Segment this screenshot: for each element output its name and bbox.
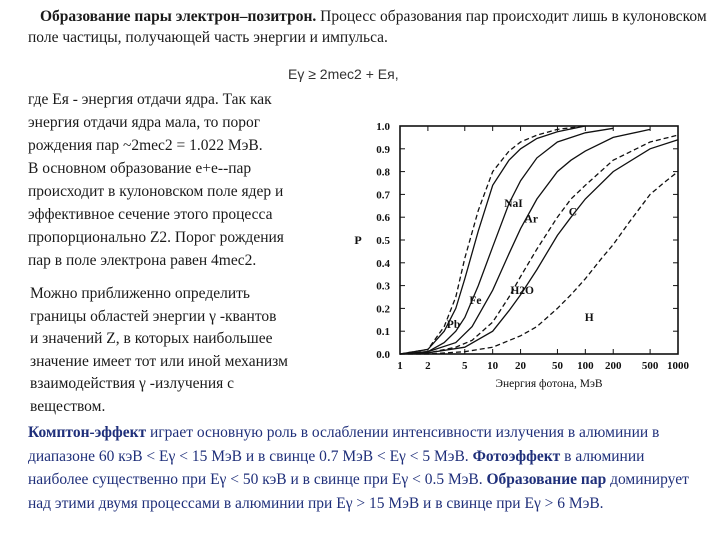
y-tick-label: 0.8	[376, 166, 390, 179]
y-tick-label: 0.5	[376, 235, 390, 247]
series-label-ar: Ar	[524, 213, 538, 226]
x-tick-label: 10	[487, 360, 499, 372]
recoil-line: происходит в кулоновском поле ядер и	[28, 183, 284, 200]
plot-frame	[400, 126, 678, 354]
y-axis-label: P	[354, 233, 362, 247]
y-tick-label: 1.0	[376, 121, 390, 133]
series-label-nai: NaI	[504, 197, 523, 210]
series-label-h: H	[584, 311, 594, 324]
recoil-line: энергия отдачи ядра мала, то порог	[28, 114, 261, 131]
recoil-line: пропорционально Z2. Порог рождения	[28, 229, 284, 246]
regions-line: значение имеет тот или иной механизм	[30, 352, 288, 370]
regions-line: веществом.	[30, 397, 106, 415]
series-line-c	[400, 140, 678, 354]
regions-line: взаимодействия γ -излучения с	[30, 375, 234, 393]
y-tick-label: 0.7	[376, 189, 390, 202]
compton-term: Комптон-эффект	[28, 424, 147, 441]
y-tick-label: 0.6	[376, 212, 390, 225]
series-line-h	[400, 172, 678, 354]
x-tick-label: 200	[604, 360, 622, 372]
x-tick-label: 20	[515, 360, 527, 372]
recoil-line: эффективное сечение этого процесса	[28, 206, 273, 223]
y-tick-label: 0.3	[376, 280, 390, 293]
x-tick-label: 50	[551, 360, 563, 372]
regions-line: и значений Z, в которых наибольшее	[30, 330, 273, 348]
recoil-line: пар в поле электрона равен 4mec2.	[28, 252, 257, 269]
x-axis-label: Энергия фотона, МэВ	[495, 378, 603, 390]
y-tick-label: 0.2	[376, 303, 390, 316]
photo-text: в алюминии наиболее существенно при Eγ < 50 кэВ и в свинце при Eγ < 0.5 МэВ.	[28, 447, 645, 488]
series-line-pb	[400, 126, 585, 354]
y-tick-label: 0.0	[376, 349, 390, 361]
regions-paragraph	[30, 283, 350, 419]
recoil-line: рождения пар ~2mec2 = 1.022 МэВ.	[28, 137, 263, 154]
series-line-fe	[400, 126, 585, 354]
series-label-pb: Pb	[446, 318, 461, 331]
chart-series	[400, 126, 678, 354]
recoil-line: В основном образование e+e--пар	[28, 160, 252, 177]
series-line-nai	[400, 128, 613, 354]
x-tick-label: 500	[641, 360, 659, 372]
regions-line: Можно приближенно определить	[30, 285, 250, 302]
recoil-line: где Ея - энергия отдачи ядра. Так как	[28, 91, 272, 108]
compton-text: играет основную роль в ослаблении интенсивности излучения в алюминии в диапазоне 60 кэВ < Eγ < 15 МэВ и в свинце 0.7 МэВ < Eγ < 5 МэВ.	[28, 424, 660, 465]
formula-text: Eγ ≥ 2mec2 + Ея,	[288, 66, 399, 82]
y-tick-label: 0.1	[376, 326, 390, 339]
intro-paragraph	[28, 6, 708, 48]
series-label-c: C	[568, 206, 578, 219]
chart-labels	[354, 121, 689, 390]
summary-paragraph	[28, 421, 708, 515]
series-line-ar	[400, 129, 650, 354]
x-tick-label: 100	[577, 360, 594, 372]
x-tick-label: 5	[462, 360, 468, 372]
y-tick-label: 0.9	[376, 143, 390, 156]
chart-axes	[400, 126, 678, 354]
pair-term: Образование пар	[486, 471, 607, 488]
intro-heading: Образование пары электрон–позитрон.	[40, 8, 317, 25]
x-tick-label: 1	[397, 360, 403, 372]
pair-probability-chart	[344, 114, 696, 396]
y-tick-label: 0.4	[376, 257, 390, 270]
series-label-h2o: H2O	[510, 284, 534, 297]
regions-line: границы областей энергии γ -квантов	[30, 307, 277, 325]
pair-threshold-formula	[288, 66, 399, 82]
x-tick-label: 2	[425, 360, 431, 372]
pair-text: доминирует над этими двумя процессами в алюминии при Eγ > 15 МэВ и в свинце при Eγ > 6 МэВ.	[28, 471, 689, 512]
series-line-h2o	[400, 135, 678, 354]
photo-term: Фотоэффект	[472, 447, 561, 465]
recoil-paragraph	[28, 88, 343, 272]
x-tick-label: 1000	[667, 360, 689, 372]
intro-text: Процесс образования пар происходит лишь в кулоновском поле частицы, получающей часть энергии и импульса.	[28, 8, 707, 46]
series-label-fe: Fe	[469, 294, 482, 307]
